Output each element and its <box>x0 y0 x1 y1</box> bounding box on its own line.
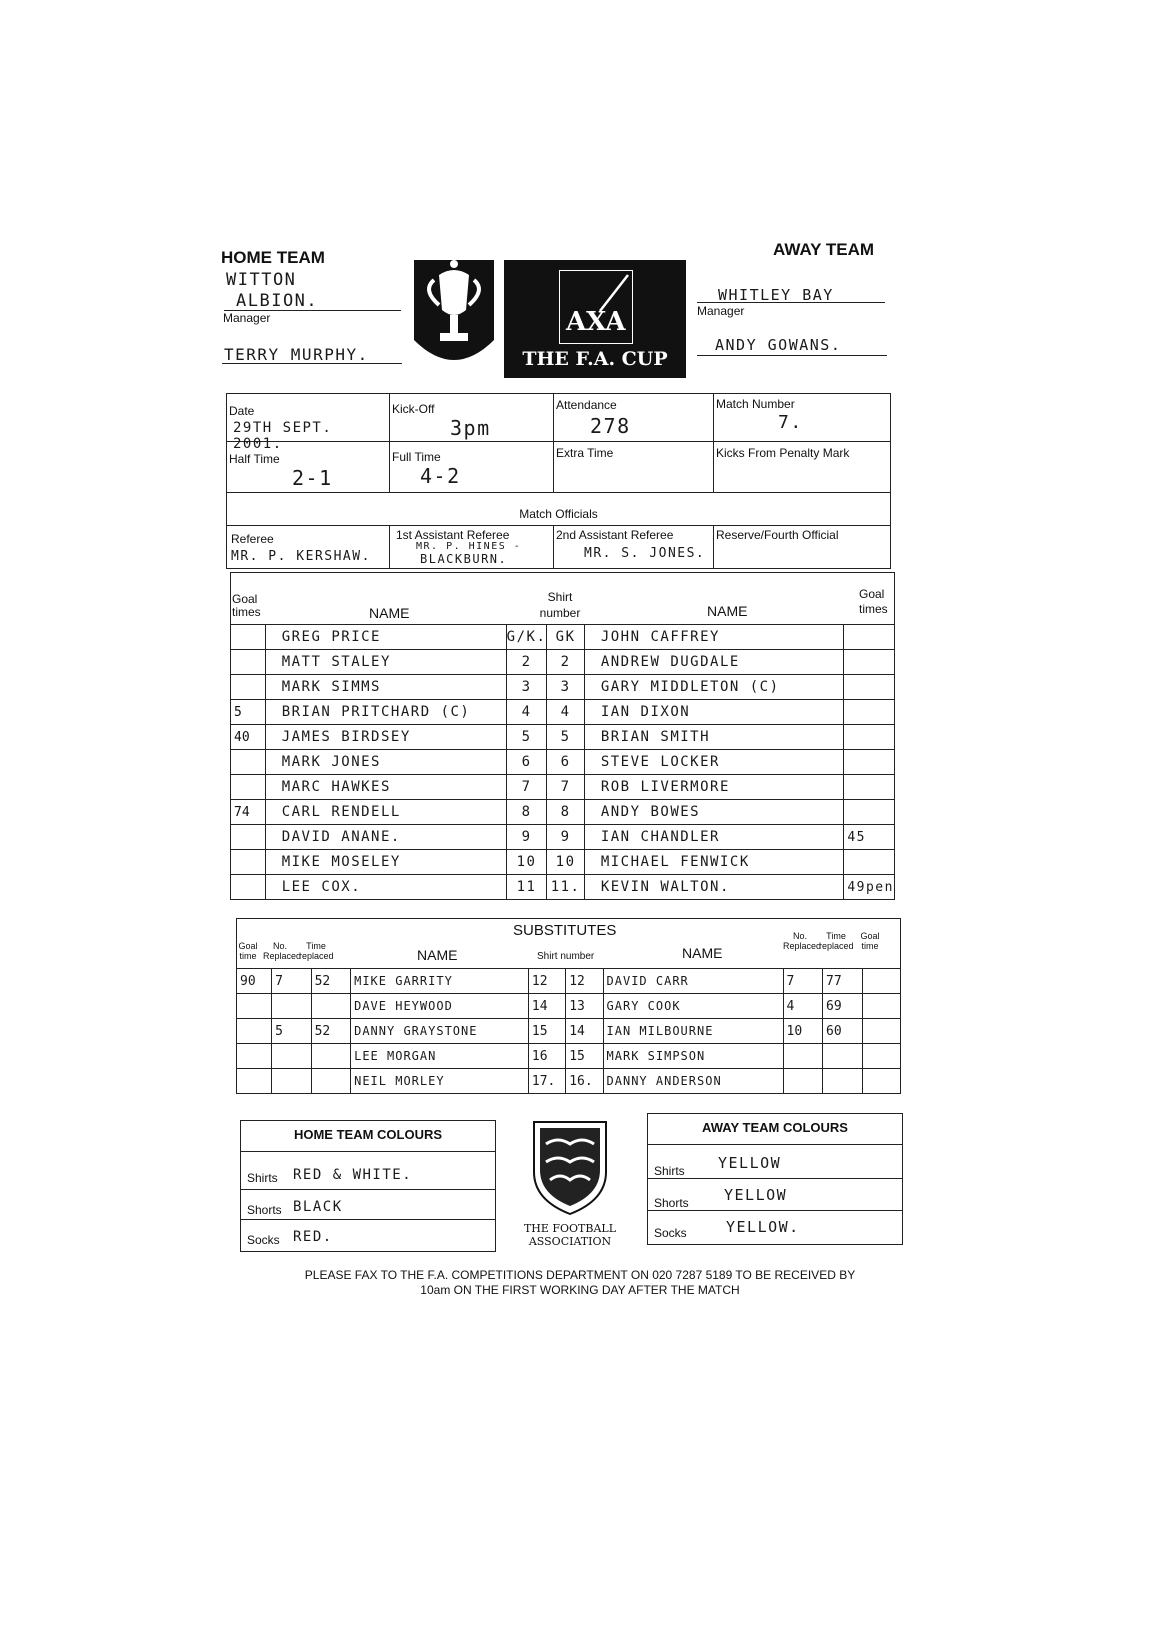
sub-away-shirt-number: 16. <box>566 1069 603 1094</box>
home-shirt-number: G/K. <box>506 625 547 650</box>
home-socks-value: RED. <box>293 1229 333 1245</box>
fa-caption-line1: THE FOOTBALL <box>523 1222 617 1235</box>
reserve-official-label: Reserve/Fourth Official <box>716 528 839 542</box>
substitutes-title: SUBSTITUTES <box>513 922 617 939</box>
home-shorts-label: Shorts <box>247 1203 282 1217</box>
home-shirt-number: 3 <box>506 675 547 700</box>
away-shirt-number: 8 <box>547 800 584 825</box>
shirt-number-header: Shirt number <box>539 590 581 620</box>
player-row <box>231 775 895 800</box>
home-player-name: GREG PRICE <box>265 625 506 650</box>
home-goal-time <box>231 650 266 675</box>
home-manager-name: TERRY MURPHY. <box>224 345 369 364</box>
first-assistant-label: 1st Assistant Referee <box>396 528 510 542</box>
substitute-row <box>237 969 901 994</box>
home-goal-time <box>231 750 266 775</box>
away-manager-label: Manager <box>697 304 745 318</box>
home-shirt-number: 7 <box>506 775 547 800</box>
fa-crest-icon <box>530 1118 610 1216</box>
away-shirts-value: YELLOW <box>718 1154 782 1172</box>
away-name-underline <box>697 302 885 303</box>
officials-heading: Match Officials <box>519 507 598 521</box>
home-player-name: DAVID ANANE. <box>265 825 506 850</box>
home-shirt-number: 8 <box>506 800 547 825</box>
match-number-cell <box>714 394 890 442</box>
away-shirt-number: 2 <box>547 650 584 675</box>
away-shirt-number: 4 <box>547 700 584 725</box>
sub-away-time-replaced: 69 <box>823 994 863 1019</box>
subs-away-no-replaced-header: No. Replaced <box>783 931 822 951</box>
away-manager-name: ANDY GOWANS. <box>715 336 842 354</box>
subs-away-time-replaced-header: Time replaced <box>819 931 854 951</box>
substitute-row <box>237 1044 901 1069</box>
sub-home-name: LEE MORGAN <box>351 1044 529 1069</box>
home-goal-time <box>231 850 266 875</box>
subs-header <box>236 918 901 969</box>
away-goal-times-header: Goal times <box>859 587 888 616</box>
first-assistant-cell <box>390 525 554 568</box>
home-player-name: JAMES BIRDSEY <box>265 725 506 750</box>
away-player-name: IAN DIXON <box>584 700 844 725</box>
kickoff-label: Kick-Off <box>392 402 435 416</box>
match-number-label: Match Number <box>716 397 795 411</box>
home-goal-time <box>231 625 266 650</box>
away-shirt-number: 3 <box>547 675 584 700</box>
sub-away-no-replaced: 7 <box>783 969 823 994</box>
away-goal-time <box>844 700 895 725</box>
officials-box <box>226 491 891 569</box>
home-player-name: LEE COX. <box>265 875 506 900</box>
players-table <box>230 624 895 900</box>
home-shirt-number: 6 <box>506 750 547 775</box>
away-player-name: MICHAEL FENWICK <box>584 850 844 875</box>
sub-home-time-replaced <box>311 1044 351 1069</box>
player-row <box>231 725 895 750</box>
away-colours-divider-2 <box>648 1178 902 1179</box>
away-team-heading: AWAY TEAM <box>773 240 875 259</box>
sub-home-name: NEIL MORLEY <box>351 1069 529 1094</box>
home-shirts-value: RED & WHITE. <box>293 1167 413 1183</box>
away-player-name: GARY MIDDLETON (C) <box>584 675 844 700</box>
subs-home-goal-time-header: Goal time <box>238 941 258 961</box>
away-player-name: IAN CHANDLER <box>584 825 844 850</box>
sub-home-goal-time: 90 <box>237 969 272 994</box>
home-shorts-value: BLACK <box>293 1199 343 1215</box>
half-time-label: Half Time <box>229 452 280 466</box>
kicks-penalty-label: Kicks From Penalty Mark <box>716 446 850 460</box>
sub-home-time-replaced: 52 <box>311 969 351 994</box>
sub-home-goal-time <box>237 1019 272 1044</box>
fa-cup-trophy-logo <box>404 250 504 380</box>
half-time-cell <box>227 442 390 492</box>
sub-home-no-replaced <box>272 1069 312 1094</box>
home-shirt-number: 10 <box>506 850 547 875</box>
away-socks-value: YELLOW. <box>726 1218 800 1236</box>
sub-home-shirt-number: 15 <box>528 1019 565 1044</box>
player-row <box>231 800 895 825</box>
away-goal-time <box>844 750 895 775</box>
match-number-value: 7. <box>778 412 803 433</box>
substitute-row <box>237 1069 901 1094</box>
attendance-label: Attendance <box>556 398 617 412</box>
sub-away-goal-time <box>862 994 900 1019</box>
referee-label: Referee <box>231 532 274 546</box>
away-shirt-number: 6 <box>547 750 584 775</box>
sub-away-shirt-number: 14 <box>566 1019 603 1044</box>
sub-home-time-replaced <box>311 1069 351 1094</box>
sub-away-shirt-number: 12 <box>566 969 603 994</box>
sub-away-no-replaced: 10 <box>783 1019 823 1044</box>
away-shirt-number: 7 <box>547 775 584 800</box>
half-time-value: 2-1 <box>292 466 333 490</box>
home-shirt-number: 4 <box>506 700 547 725</box>
sub-home-time-replaced <box>311 994 351 1019</box>
away-shorts-label: Shorts <box>654 1196 689 1210</box>
referee-value: MR. P. KERSHAW. <box>231 549 371 564</box>
substitute-row <box>237 994 901 1019</box>
subs-shirt-number-header: Shirt number <box>537 951 595 962</box>
home-shirt-number: 5 <box>506 725 547 750</box>
player-row <box>231 625 895 650</box>
attendance-cell <box>554 394 714 442</box>
full-time-label: Full Time <box>392 450 441 464</box>
sub-home-name: DAVE HEYWOOD <box>351 994 529 1019</box>
away-player-name: ROB LIVERMORE <box>584 775 844 800</box>
away-goal-time <box>844 675 895 700</box>
home-colours-box <box>240 1120 496 1252</box>
sub-away-name: GARY COOK <box>603 994 783 1019</box>
away-goal-time <box>844 725 895 750</box>
home-colours-divider <box>241 1151 495 1152</box>
away-goal-time <box>844 775 895 800</box>
date-label: Date <box>229 404 255 418</box>
subs-home-no-replaced-header: No. Replaced <box>263 941 302 961</box>
home-goal-time: 5 <box>231 700 266 725</box>
home-player-name: CARL RENDELL <box>265 800 506 825</box>
sub-away-name: DAVID CARR <box>603 969 783 994</box>
sub-home-shirt-number: 17. <box>528 1069 565 1094</box>
second-assistant-cell <box>554 525 714 568</box>
subs-away-name-header: NAME <box>682 945 723 961</box>
sub-away-time-replaced: 77 <box>823 969 863 994</box>
home-player-name: MARK SIMMS <box>265 675 506 700</box>
subs-home-name-header: NAME <box>417 947 458 963</box>
sub-away-no-replaced <box>783 1044 823 1069</box>
full-time-value: 4-2 <box>420 464 461 488</box>
away-shirt-number: 11. <box>547 875 584 900</box>
first-assistant-value-line1: MR. P. HINES - <box>416 541 522 552</box>
sub-away-time-replaced: 60 <box>823 1019 863 1044</box>
sub-away-name: IAN MILBOURNE <box>603 1019 783 1044</box>
footer-line2: 10am ON THE FIRST WORKING DAY AFTER THE MATCH <box>420 1283 740 1297</box>
away-goal-time <box>844 625 895 650</box>
home-player-name: MARC HAWKES <box>265 775 506 800</box>
sub-away-name: MARK SIMPSON <box>603 1044 783 1069</box>
sub-away-shirt-number: 15 <box>566 1044 603 1069</box>
player-row <box>231 825 895 850</box>
kickoff-value: 3pm <box>450 416 491 440</box>
home-goal-time <box>231 825 266 850</box>
home-colours-divider-3 <box>241 1219 495 1220</box>
players-header <box>230 572 895 625</box>
fa-cup-caption: THE F.A. CUP <box>522 348 668 370</box>
sub-away-no-replaced: 4 <box>783 994 823 1019</box>
sub-home-name: DANNY GRAYSTONE <box>351 1019 529 1044</box>
away-shirts-label: Shirts <box>654 1164 685 1178</box>
first-assistant-value-line2: BLACKBURN. <box>420 552 508 566</box>
away-goal-time: 45 <box>844 825 895 850</box>
home-goal-time <box>231 675 266 700</box>
fa-caption-line2: ASSOCIATION <box>528 1235 612 1248</box>
sub-home-no-replaced <box>272 994 312 1019</box>
home-manager-label: Manager <box>223 311 271 325</box>
home-colours-title: HOME TEAM COLOURS <box>293 1127 443 1142</box>
axa-logo-frame <box>559 270 633 344</box>
footer-line1: PLEASE FAX TO THE F.A. COMPETITIONS DEPARTMENT ON 020 7287 5189 TO BE RECEIVED BY <box>304 1268 856 1282</box>
match-details-box <box>226 393 891 493</box>
player-row <box>231 700 895 725</box>
home-shirt-number: 11 <box>506 875 547 900</box>
home-team-heading: HOME TEAM <box>221 248 325 267</box>
home-player-name: BRIAN PRITCHARD (C) <box>265 700 506 725</box>
home-socks-label: Socks <box>247 1233 280 1247</box>
away-player-name: JOHN CAFFREY <box>584 625 844 650</box>
subs-home-time-replaced-header: Time replaced <box>299 941 334 961</box>
substitute-row <box>237 1019 901 1044</box>
reserve-official-cell <box>714 525 890 568</box>
away-colours-box <box>647 1113 903 1245</box>
player-row <box>231 750 895 775</box>
sub-home-shirt-number: 16 <box>528 1044 565 1069</box>
home-name-header: NAME <box>369 605 410 621</box>
footer-instructions <box>200 1268 960 1298</box>
subs-away-goal-time-header: Goal time <box>860 931 880 951</box>
sub-away-no-replaced <box>783 1069 823 1094</box>
home-goal-time <box>231 775 266 800</box>
home-team-name-line1: WITTON <box>226 270 297 290</box>
subs-table <box>236 968 901 1094</box>
sub-away-name: DANNY ANDERSON <box>603 1069 783 1094</box>
away-goal-time: 49pen <box>844 875 895 900</box>
extra-time-label: Extra Time <box>556 446 614 460</box>
kickoff-cell <box>390 394 554 442</box>
player-row <box>231 850 895 875</box>
sub-home-goal-time <box>237 1069 272 1094</box>
sub-away-goal-time <box>862 1019 900 1044</box>
player-row <box>231 675 895 700</box>
second-assistant-label: 2nd Assistant Referee <box>556 528 674 542</box>
player-row <box>231 875 895 900</box>
home-player-name: MATT STALEY <box>265 650 506 675</box>
sub-home-shirt-number: 12 <box>528 969 565 994</box>
sub-home-no-replaced: 7 <box>272 969 312 994</box>
away-goal-time <box>844 800 895 825</box>
away-shirt-number: GK <box>547 625 584 650</box>
away-colours-title: AWAY TEAM COLOURS <box>702 1120 848 1135</box>
away-socks-label: Socks <box>654 1226 687 1240</box>
home-player-name: MIKE MOSELEY <box>265 850 506 875</box>
home-shirt-number: 2 <box>506 650 547 675</box>
fa-caption <box>510 1222 630 1248</box>
sub-home-no-replaced: 5 <box>272 1019 312 1044</box>
away-name-header: NAME <box>707 603 748 619</box>
away-player-name: BRIAN SMITH <box>584 725 844 750</box>
sub-home-time-replaced: 52 <box>311 1019 351 1044</box>
sub-away-goal-time <box>862 1044 900 1069</box>
player-row <box>231 650 895 675</box>
home-goal-time <box>231 875 266 900</box>
full-time-cell <box>390 442 554 492</box>
away-shirt-number: 10 <box>547 850 584 875</box>
sub-home-goal-time <box>237 994 272 1019</box>
away-colours-divider <box>648 1144 902 1145</box>
second-assistant-value: MR. S. JONES. <box>584 546 706 561</box>
sub-home-shirt-number: 14 <box>528 994 565 1019</box>
date-value: 29TH SEPT. 2001. <box>233 420 333 452</box>
axa-logo-panel <box>504 260 686 378</box>
home-player-name: MARK JONES <box>265 750 506 775</box>
sub-home-name: MIKE GARRITY <box>351 969 529 994</box>
extra-time-cell <box>554 442 714 492</box>
home-goal-time: 40 <box>231 725 266 750</box>
away-player-name: ANDREW DUGDALE <box>584 650 844 675</box>
away-manager-underline <box>697 355 887 356</box>
home-shirts-label: Shirts <box>247 1171 278 1185</box>
away-shirt-number: 9 <box>547 825 584 850</box>
sub-home-goal-time <box>237 1044 272 1069</box>
home-manager-underline <box>222 363 402 364</box>
sub-away-shirt-number: 13 <box>566 994 603 1019</box>
home-colours-divider-2 <box>241 1189 495 1190</box>
away-player-name: KEVIN WALTON. <box>584 875 844 900</box>
kicks-penalty-cell <box>714 442 890 492</box>
away-team-name: WHITLEY BAY <box>718 286 834 304</box>
sub-away-time-replaced <box>823 1044 863 1069</box>
referee-cell <box>227 525 390 568</box>
away-shorts-value: YELLOW <box>724 1186 788 1204</box>
axa-brand-text: AXA <box>566 307 626 337</box>
home-goal-time: 74 <box>231 800 266 825</box>
home-goal-times-header: Goal times <box>232 592 261 619</box>
attendance-value: 278 <box>590 414 631 438</box>
away-player-name: STEVE LOCKER <box>584 750 844 775</box>
away-colours-divider-3 <box>648 1210 902 1211</box>
sub-away-goal-time <box>862 1069 900 1094</box>
sub-away-time-replaced <box>823 1069 863 1094</box>
away-player-name: ANDY BOWES <box>584 800 844 825</box>
sub-away-goal-time <box>862 969 900 994</box>
home-shirt-number: 9 <box>506 825 547 850</box>
away-goal-time <box>844 650 895 675</box>
away-shirt-number: 5 <box>547 725 584 750</box>
date-cell <box>227 394 390 452</box>
away-goal-time <box>844 850 895 875</box>
sub-home-no-replaced <box>272 1044 312 1069</box>
home-team-name-line2: ALBION. <box>236 291 319 311</box>
